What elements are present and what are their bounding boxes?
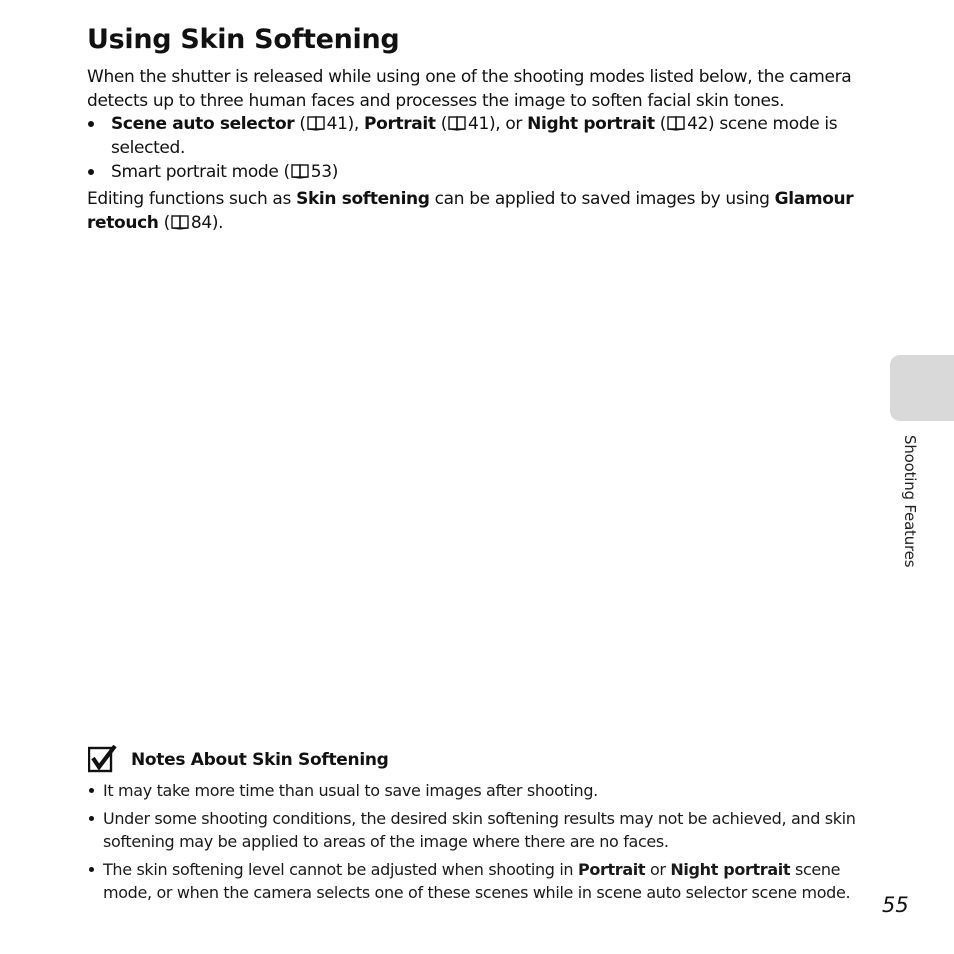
intro-paragraph: When the shutter is released while using one of the shooting modes listed below, the camera detects up to three human faces and processes the image to soften facial skin tones. [87,67,852,111]
bullet-icon [89,788,94,793]
note-text: Under some shooting conditions, the desired skin softening results may not be achieved, and skin softening may be applied to areas of the image where there are no faces. [103,809,856,851]
paren-open: ( [435,114,448,134]
book-reference-icon [307,116,326,131]
bullet-tail: ) scene mode is selected. [111,114,838,158]
scene-auto-selector-label: Scene auto selector [111,114,295,134]
bullet-icon [89,816,94,821]
chapter-tab [890,355,954,421]
book-reference-icon [448,116,467,131]
paren-open: ( [158,213,170,233]
book-reference-icon [667,116,686,131]
portrait-label: Portrait [577,860,646,879]
list-item [87,160,867,184]
editing-paragraph [87,187,867,235]
night-portrait-label: Night portrait [670,860,791,879]
bullet-icon [88,169,94,175]
paren-open: ( [654,114,667,134]
list-item [87,112,867,160]
page-reference: 53 [310,162,332,182]
note-text: The skin softening level cannot be adjusted when shooting in [103,860,578,879]
separator: ), or [488,114,528,134]
list-item [87,779,867,802]
page-reference: 42 [687,114,709,134]
page-title: Using Skin Softening [87,24,400,55]
note-text: or [645,860,671,879]
list-item [87,858,867,904]
notes-title: Notes About Skin Softening [131,750,389,770]
chapter-label: Shooting Features [901,435,919,568]
page-reference: 84 [190,213,212,233]
portrait-label: Portrait [364,114,436,134]
book-reference-icon [291,164,310,179]
notes-list [87,779,867,904]
paren-open: ( [294,114,306,134]
editing-lead: Editing functions such as [87,189,297,209]
bullet-icon [89,867,94,872]
note-text: It may take more time than usual to save images after shooting. [103,781,598,800]
checkmark-box-icon [88,745,118,773]
bullet-icon [88,121,94,127]
page-number: 55 [882,893,909,917]
note-text: scene mode, or when the camera selects one of these scenes while in scene auto selector scene mode. [103,860,851,902]
bullet-tail: ) [331,162,339,182]
shooting-modes-list [87,112,867,184]
editing-tail: ). [211,213,224,233]
list-item [87,807,867,853]
book-reference-icon [171,215,190,230]
skin-softening-label: Skin softening [296,189,430,209]
separator: ), [347,114,364,134]
page-reference: 41 [468,114,489,134]
page-reference: 41 [326,114,348,134]
editing-middle: can be applied to saved images by using [429,189,775,209]
night-portrait-label: Night portrait [527,114,655,134]
smart-portrait-text: Smart portrait mode ( [111,162,290,182]
glamour-retouch-label: Glamour retouch [87,189,854,233]
